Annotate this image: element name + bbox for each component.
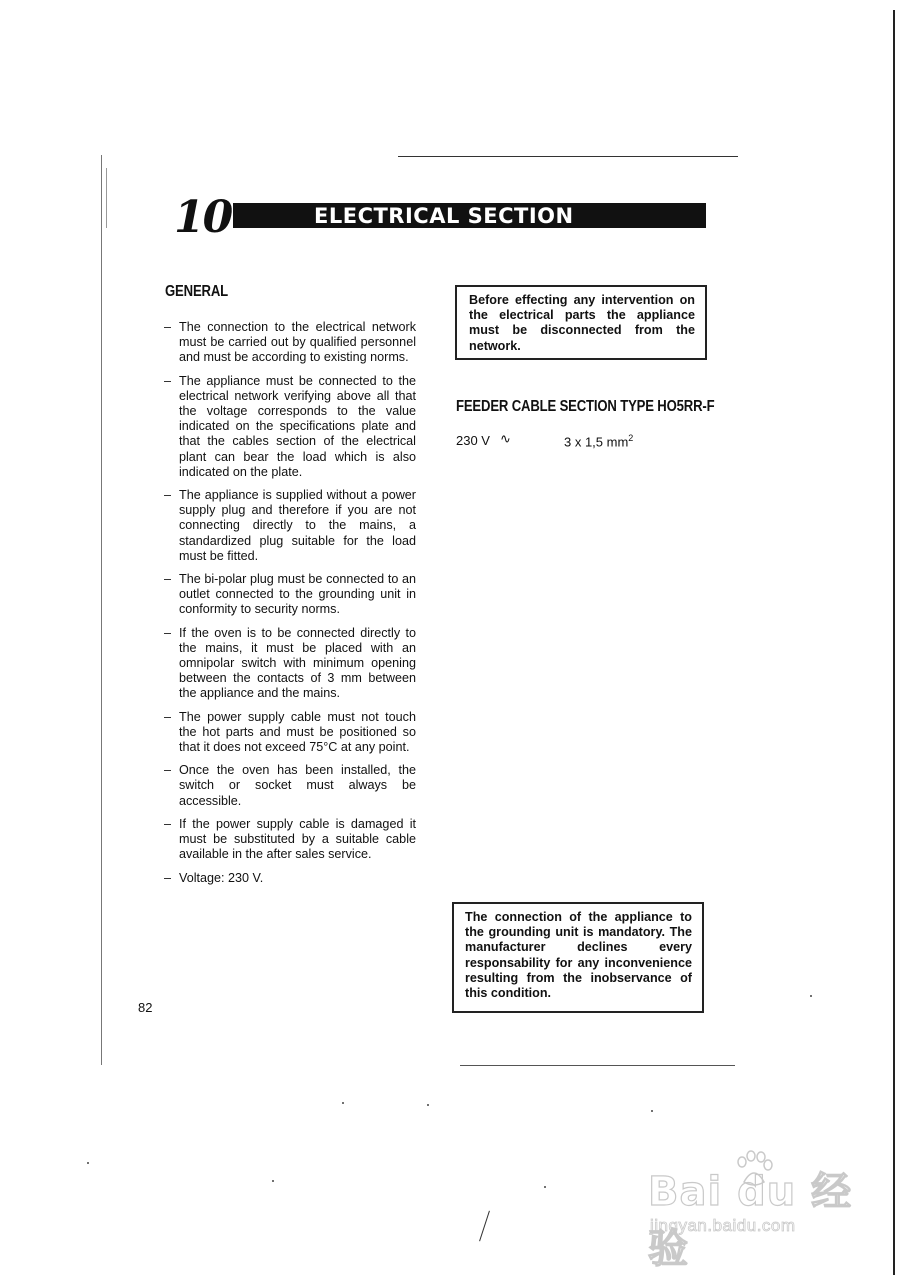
list-item: – The bi-polar plug must be connected to an outlet connected to the grounding unit in conformity to security norms. — [164, 572, 416, 618]
feeder-cable-heading: FEEDER CABLE SECTION TYPE HO5RR-F — [456, 398, 715, 415]
list-item: – If the oven is to be connected directly to the mains, it must be placed with an omnipolar switch with minimum opening between the contacts of 3 mm between the appliance and the mains. — [164, 626, 416, 702]
top-rule — [398, 156, 738, 157]
section-title: ELECTRICAL SECTION — [314, 204, 574, 228]
scan-speck — [87, 1162, 89, 1164]
list-item: – The appliance must be connected to the electrical network verifying above all that the voltage corresponds to the value indicated on the specifications plate and that the cables section of the electrical plant can bear the load which is also indicated on the plate. — [164, 374, 416, 480]
ac-wave-icon: ∿ — [500, 432, 511, 447]
warning-text: Before effecting any intervention on the electrical parts the appliance must be disconnected from the network. — [469, 293, 695, 353]
grounding-text: The connection of the appliance to the grounding unit is mandatory. The manufacturer declines every responsability for any inconvenience resulting from the inobservance of this condition. — [465, 910, 692, 1001]
general-heading: GENERAL — [165, 283, 228, 300]
scan-speck — [272, 1180, 274, 1182]
list-item: – The appliance is supplied without a power supply plug and therefore if you are not connecting directly to the mains, a standardized plug suitable for the load must be fitted. — [164, 488, 416, 564]
scan-speck — [544, 1186, 546, 1188]
list-item: – Voltage: 230 V. — [164, 871, 416, 886]
grounding-box — [452, 902, 704, 1013]
scan-speck — [810, 995, 812, 997]
voltage-value: 230 V — [456, 433, 490, 448]
binding-edge-line-inner — [106, 168, 107, 228]
pen-mark — [479, 1211, 490, 1242]
list-item: – If the power supply cable is damaged it must be substituted by a suitable cable available in the after sales service. — [164, 817, 416, 863]
watermark — [640, 1150, 860, 1272]
watermark-url: jingyan.baidu.com — [650, 1216, 796, 1235]
scan-speck — [342, 1102, 344, 1104]
page-number: 82 — [138, 1000, 153, 1015]
bottom-rule — [460, 1065, 735, 1066]
list-item: – The power supply cable must not touch the hot parts and must be positioned so that it does not exceed 75°C at any point. — [164, 710, 416, 756]
section-number: 10 — [174, 192, 232, 243]
list-item: – The connection to the electrical network must be carried out by qualified personnel and must be according to existing norms. — [164, 320, 416, 366]
list-item: – Once the oven has been installed, the switch or socket must always be accessible. — [164, 763, 416, 809]
general-list — [164, 320, 416, 894]
watermark-brand: Bai du 经验 — [648, 1169, 853, 1272]
warning-box — [455, 285, 707, 360]
binding-edge-line — [101, 155, 102, 1065]
cable-section-value: 3 x 1,5 $mm^2$ — [564, 433, 634, 450]
right-edge-line — [893, 10, 895, 1275]
scan-speck — [651, 1110, 653, 1112]
scan-speck — [427, 1104, 429, 1106]
